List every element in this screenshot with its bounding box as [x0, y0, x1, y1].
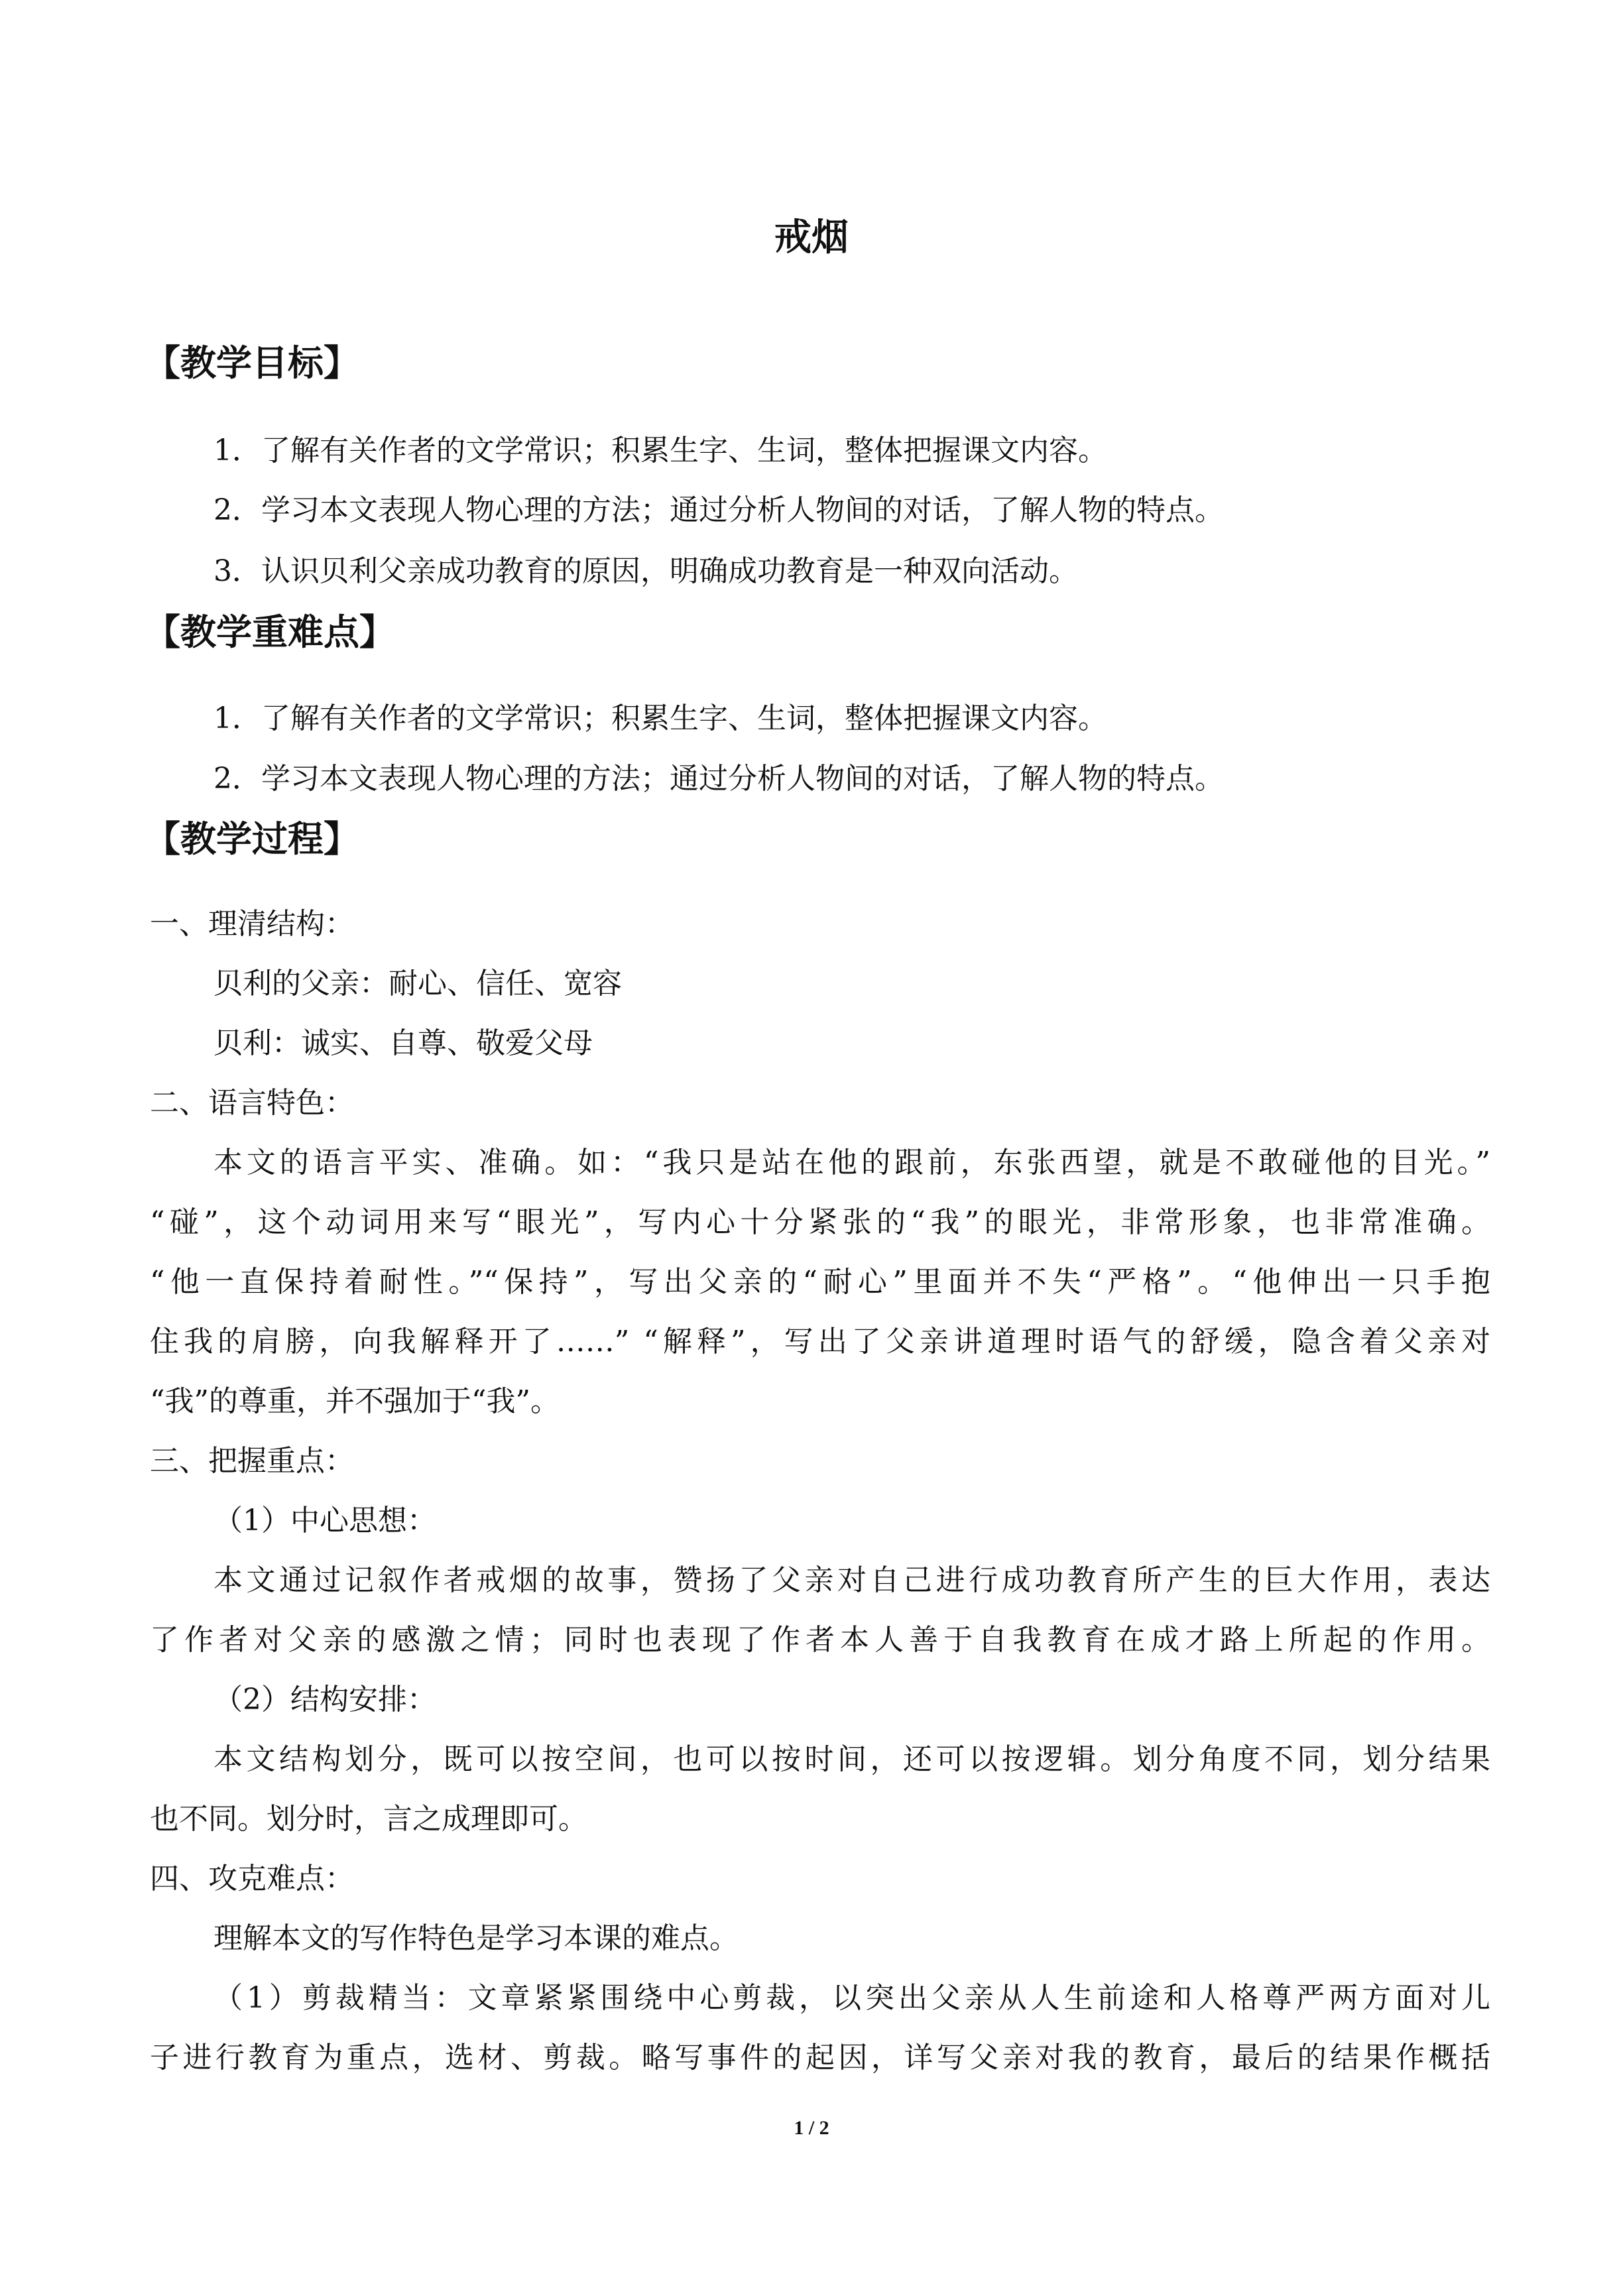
language-line: “我”的尊重，并不强加于“我”。	[150, 1384, 560, 1418]
arrangement-label: （2）结构安排：	[213, 1683, 436, 1717]
section-heading-key-points: 【教学重难点】	[145, 611, 395, 653]
arrangement-line: 也不同。划分时，言之成理即可。	[150, 1802, 587, 1836]
section-heading-objectives: 【教学目标】	[145, 341, 359, 384]
difficulty-label: 四、攻克难点：	[150, 1862, 354, 1896]
key-point-item: 2．学习本文表现人物心理的方法；通过分析人物间的对话，了解人物的特点。	[213, 762, 1224, 796]
language-line: “碰”，这个动词用来写“眼光”，写内心十分紧张的“我”的眼光，非常形象，也非常准确。	[150, 1205, 1490, 1239]
central-idea-line: 本文通过记叙作者戒烟的故事，赞扬了父亲对自己进行成功教育所产生的巨大作用，表达	[213, 1563, 1490, 1597]
structure-label: 一、理清结构：	[150, 907, 354, 941]
document-title: 戒烟	[774, 215, 849, 259]
focus-label: 三、把握重点：	[150, 1444, 354, 1478]
section-heading-process: 【教学过程】	[145, 817, 359, 860]
page-number: 1 / 2	[794, 2117, 829, 2139]
language-line: “他一直保持着耐性。”“保持”，写出父亲的“耐心”里面并不失“严格”。“他伸出一只手抱	[150, 1265, 1490, 1299]
language-label: 二、语言特色：	[150, 1086, 354, 1120]
objective-item: 3．认识贝利父亲成功教育的原因，明确成功教育是一种双向活动。	[213, 554, 1078, 588]
objective-item: 1．了解有关作者的文学常识；积累生字、生词，整体把握课文内容。	[213, 434, 1107, 467]
difficulty-line: 子进行教育为重点，选材、剪裁。略写事件的起因，详写父亲对我的教育，最后的结果作概括	[150, 2041, 1490, 2075]
language-line: 本文的语言平实、准确。如：“我只是站在他的跟前，东张西望，就是不敢碰他的目光。”	[213, 1146, 1490, 1179]
key-point-item: 1．了解有关作者的文学常识；积累生字、生词，整体把握课文内容。	[213, 701, 1107, 735]
central-idea-label: （1）中心思想：	[213, 1504, 436, 1538]
structure-line: 贝利：诚实、自尊、敬爱父母	[213, 1026, 593, 1060]
structure-line: 贝利的父亲：耐心、信任、宽容	[213, 967, 622, 1000]
central-idea-line: 了作者对父亲的感激之情；同时也表现了作者本人善于自我教育在成才路上所起的作用。	[150, 1623, 1490, 1657]
difficulty-intro: 理解本文的写作特色是学习本课的难点。	[213, 1921, 739, 1955]
language-line: 住我的肩膀，向我解释开了……” “解释”，写出了父亲讲道理时语气的舒缓，隐含着父亲对	[150, 1325, 1490, 1359]
arrangement-line: 本文结构划分，既可以按空间，也可以按时间，还可以按逻辑。划分角度不同，划分结果	[213, 1742, 1490, 1776]
objective-item: 2．学习本文表现人物心理的方法；通过分析人物间的对话，了解人物的特点。	[213, 493, 1224, 527]
difficulty-line: （1）剪裁精当：文章紧紧围绕中心剪裁，以突出父亲从人生前途和人格尊严两方面对儿	[213, 1981, 1490, 2015]
